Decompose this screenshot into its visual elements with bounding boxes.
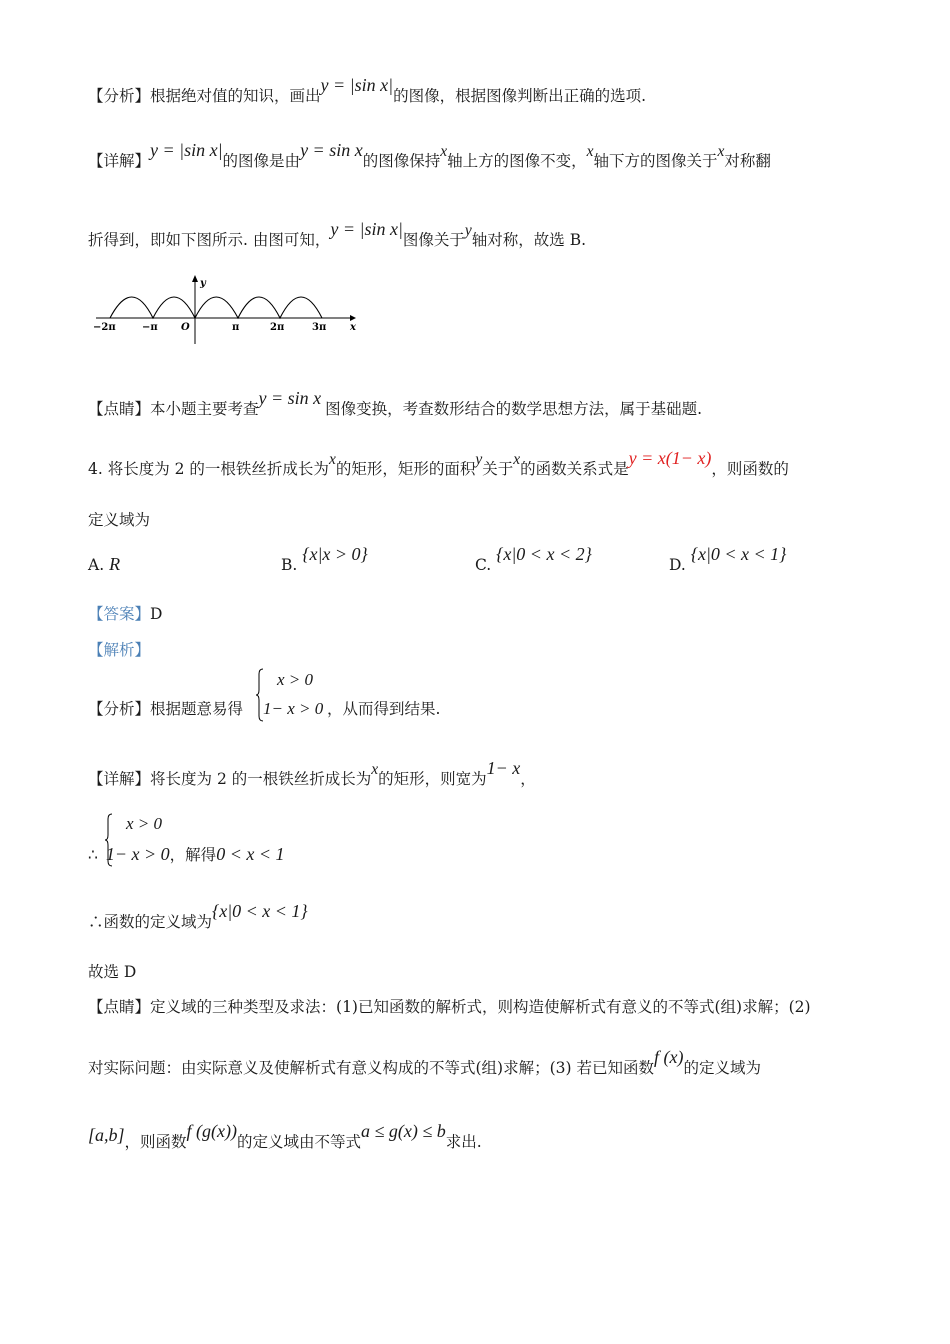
abs-sin-curve — [110, 297, 322, 318]
formula-ineq: a ≤ g(x) ≤ b — [361, 1121, 446, 1141]
system-bottom: 1− x > 0 — [263, 699, 324, 718]
therefore-line: ∴ 1− x > 0，解得0 < x < 1 — [88, 844, 285, 864]
q4-stem-line2: 定义域为 — [88, 511, 151, 529]
detail-tag: 【详解】 — [88, 770, 151, 788]
comment-tag: 【点睛】 — [88, 998, 151, 1016]
abs-sin-graph — [88, 272, 368, 352]
formula-interval: [a,b] — [88, 1125, 125, 1145]
formula-abs-sin: y = |sin x| — [330, 219, 403, 239]
option-a[interactable]: A. R — [88, 554, 121, 574]
s3-detail-line2: 折得到，即如下图所示. 由图可知，y = |sin x|图像关于y轴对称，故选 B. — [88, 219, 587, 249]
answer-value: D — [150, 605, 163, 623]
width-expr: 1− x — [486, 758, 521, 778]
system-top: x > 0 — [126, 814, 163, 833]
formula-sin: y = sin x — [258, 388, 322, 408]
domain-set: {x|0 < x < 1} — [212, 901, 308, 921]
formula-fgx: f (g(x)) — [186, 1121, 237, 1141]
answer-line — [88, 602, 162, 624]
tick-label: −2π — [93, 322, 116, 333]
s3-detail-line: 【详解】y = |sin x|的图像是由y = sin x的图像保持x轴上方的图像不变，x轴下方的图像关于x对称翻 — [88, 140, 771, 170]
origin-label: O — [181, 322, 190, 333]
q4-analysis-line: 【分析】根据题意易得 ，从而得到结果. — [88, 700, 441, 718]
y-axis-arrow-icon — [192, 275, 198, 282]
option-c[interactable]: C. {x|0 < x < 2} — [475, 544, 592, 574]
formula-fx: f (x) — [653, 1047, 684, 1067]
q4-detail-line: 【详解】将长度为 2 的一根铁丝折成长为x的矩形，则宽为1− x， — [88, 758, 536, 788]
analysis-tag: 【分析】 — [88, 87, 151, 105]
conclusion: 故选 D — [88, 963, 137, 981]
therefore-symbol: ∴ — [88, 846, 98, 864]
comment-tag: 【点睛】 — [88, 400, 151, 418]
s3-comment-line: 【点睛】本小题主要考查y = sin x图像变换，考查数形结合的数学思想方法，属于基础题. — [88, 388, 703, 418]
system-bottom: 1− x > 0 — [105, 844, 170, 864]
system-top: x > 0 — [277, 670, 314, 689]
answer-tag: 【答案】 — [88, 605, 151, 623]
tick-label: π — [232, 322, 240, 333]
tick-label: 3π — [312, 322, 327, 333]
tick-label: 2π — [270, 322, 285, 333]
s3-analysis-line: 【分析】根据绝对值的知识，画出y = |sin x|的图像，根据图像判断出正确的选项. — [88, 75, 646, 105]
x-axis-arrow-icon — [350, 315, 356, 321]
tick-label: −π — [142, 322, 158, 333]
q4-comment-line3: [a,b]，则函数f (g(x))的定义域由不等式a ≤ g(x) ≤ b求出. — [88, 1121, 482, 1151]
option-d[interactable]: D. {x|0 < x < 1} — [669, 544, 787, 574]
formula-abs-sin: y = |sin x| — [150, 140, 223, 160]
domain-line: ∴函数的定义域为{x|0 < x < 1} — [88, 901, 308, 931]
solve-result: 0 < x < 1 — [216, 844, 285, 864]
q4-comment-line1: 【点睛】定义域的三种类型及求法：(1)已知函数的解析式，则构造使解析式有意义的不等式(组)求解；(2) — [88, 998, 811, 1016]
q4-stem: 4. 将长度为 2 的一根铁丝折成长为x的矩形，矩形的面积y关于x的函数关系式是y = x(1− x)，则函数的 — [88, 448, 789, 478]
analysis-tag: 【分析】 — [88, 700, 151, 718]
option-b[interactable]: B. {x|x > 0} — [281, 544, 368, 574]
q4-comment-line2: 对实际问题：由实际意义及使解析式有意义构成的不等式(组)求解；(3) 若已知函数f (x)的定义域为 — [88, 1047, 761, 1077]
x-axis-label: x — [350, 322, 356, 333]
formula-sin: y = sin x — [300, 140, 363, 160]
detail-tag: 【详解】 — [88, 152, 151, 170]
function-formula: y = x(1− x) — [628, 448, 712, 468]
formula-abs-sin: y = |sin x| — [320, 75, 394, 95]
jiexi-tag: 【解析】 — [88, 641, 151, 659]
y-axis-label: y — [200, 278, 206, 289]
